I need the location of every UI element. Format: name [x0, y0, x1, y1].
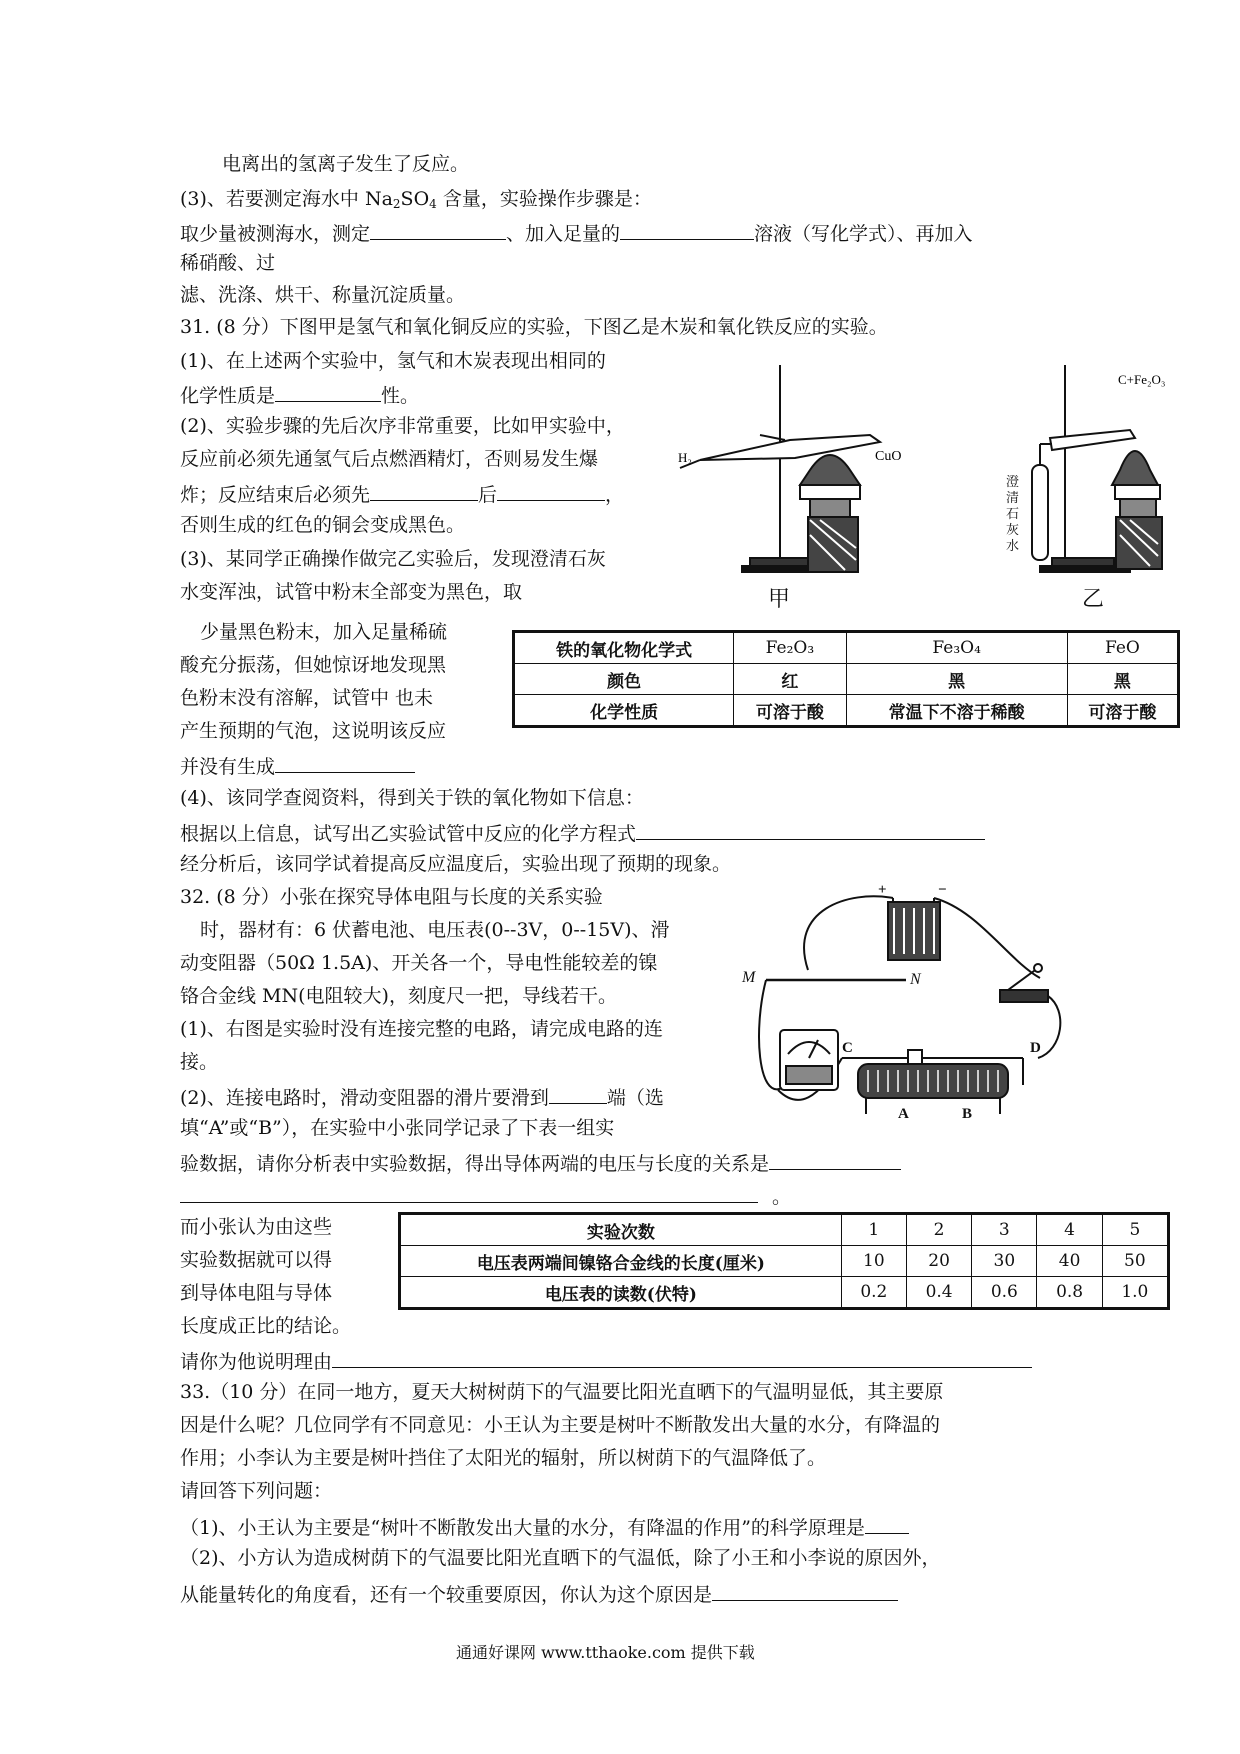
table-cell: 10 — [841, 1246, 906, 1277]
q32-d: 铬合金线 MN(电阻较大)，刻度尺一把，导线若干。 — [180, 985, 617, 1007]
answer-blank[interactable] — [865, 1513, 909, 1534]
q31-3a: (3)、某同学正确操作做完乙实验后，发现澄清石灰 — [180, 548, 606, 570]
table-cell: Fe₃O₄ — [846, 632, 1067, 664]
text: SO — [400, 188, 430, 210]
label-char: 澄 — [1006, 475, 1020, 490]
text: 从能量转化的角度看，还有一个较重要原因，你认为这个原因是 — [180, 1584, 713, 1606]
answer-blank[interactable] — [497, 480, 605, 501]
table-row — [400, 1277, 1169, 1309]
table-row — [514, 632, 1179, 664]
table-cell: Fe₂O₃ — [734, 632, 846, 664]
q32-a: 32. (8 分）小张在探究导体电阻与长度的关系实验 — [180, 886, 603, 908]
q31-4b — [180, 819, 985, 846]
text: (2)、连接电路时，滑动变阻器的滑片要滑到 — [180, 1087, 549, 1109]
table-cell: 1.0 — [1102, 1277, 1168, 1309]
table-row — [400, 1246, 1169, 1277]
table-cell: 20 — [906, 1246, 971, 1277]
table-cell: 2 — [906, 1214, 971, 1246]
q30-3-steps-3: 滤、洗涤、烘干、称量沉淀质量。 — [180, 284, 466, 306]
q31-3b: 水变浑浊，试管中粉末全部变为黑色，取 — [180, 581, 523, 603]
experiment-data-table — [398, 1212, 1170, 1310]
table-row — [400, 1214, 1169, 1246]
answer-blank[interactable] — [549, 1083, 607, 1104]
q32-3b: 实验数据就可以得 — [180, 1249, 333, 1271]
text: 请你为他说明理由 — [180, 1351, 333, 1373]
q31-title: 31. (8 分）下图甲是氢气和氧化铜反应的实验，下图乙是木炭和氧化铁反应的实验。 — [180, 316, 888, 338]
table-cell: 黑 — [846, 664, 1067, 695]
q33-2a: （2)、小方认为造成树荫下的气温要比阳光直晒下的气温低，除了小王和小李说的原因外， — [180, 1547, 941, 1569]
table-cell: 40 — [1037, 1246, 1102, 1277]
answer-blank[interactable] — [180, 1182, 758, 1203]
q32-3c: 到导体电阻与导体 — [180, 1282, 333, 1304]
answer-blank[interactable] — [370, 480, 478, 501]
q32-3d: 长度成正比的结论。 — [180, 1315, 352, 1337]
table-cell: 0.6 — [972, 1277, 1037, 1309]
text: 验数据，请你分析表中实验数据，得出导体两端的电压与长度的关系是 — [180, 1153, 770, 1175]
label-cuo: CuO — [875, 449, 902, 464]
text: 性。 — [381, 385, 420, 407]
label-b: B — [962, 1106, 973, 1122]
table-cell: 黑 — [1067, 664, 1178, 695]
q31-2a: (2)、实验步骤的先后次序非常重要，比如甲实验中， — [180, 415, 625, 437]
label-a: A — [898, 1106, 909, 1122]
subscript: 2 — [392, 197, 401, 211]
label-h2: H₂ — [678, 450, 692, 465]
q33-d: 请回答下列问题： — [180, 1480, 333, 1502]
table-cell: 电压表的读数(伏特) — [400, 1277, 842, 1309]
label-plus: + — [878, 882, 887, 898]
table-cell: 可溶于酸 — [734, 695, 846, 727]
q32-2a — [180, 1083, 664, 1110]
answer-blank[interactable] — [332, 1347, 1032, 1368]
table-cell: FeO — [1067, 632, 1178, 664]
q32-2d — [180, 1149, 901, 1176]
table-row — [514, 695, 1179, 727]
table-cell: 0.8 — [1037, 1277, 1102, 1309]
text: 化学性质是 — [180, 385, 276, 407]
q30-3-steps-2: 稀硝酸、过 — [180, 252, 276, 274]
text: 炸；反应结束后必须先 — [180, 484, 371, 506]
caption-jia: 甲 — [768, 587, 791, 612]
q31-4a: (4)、该同学查阅资料，得到关于铁的氧化物如下信息： — [180, 787, 644, 809]
table-cell: 铁的氧化物化学式 — [514, 632, 734, 664]
battery — [888, 898, 940, 960]
iron-oxide-table — [512, 630, 1180, 728]
q32-3e — [180, 1347, 1032, 1374]
q33-b: 因是什么呢？几位同学有不同意见：小王认为主要是树叶不断散发出大量的水分，有降温的 — [180, 1414, 941, 1436]
q33-a: 33.（10 分）在同一地方，夏天大树树荫下的气温要比阳光直晒下的气温明显低，其主要原 — [180, 1381, 944, 1403]
q31-3g — [180, 752, 415, 779]
table-cell: 0.2 — [841, 1277, 906, 1309]
q30-3-steps — [180, 219, 973, 246]
label-c: C — [842, 1040, 853, 1056]
q33-c: 作用；小李认为主要是树叶挡住了太阳光的辐射，所以树荫下的气温降低了。 — [180, 1447, 827, 1469]
q32-1a: (1)、右图是实验时没有连接完整的电路，请完成电路的连 — [180, 1018, 663, 1040]
q33-2b — [180, 1580, 898, 1607]
q32-c: 动变阻器（50Ω 1.5A)、开关各一个，导电性能较差的镍 — [180, 952, 658, 974]
text: 、加入足量的 — [506, 223, 621, 245]
text: 后 — [478, 484, 498, 506]
text: (3)、若要测定海水中 Na — [180, 188, 393, 210]
q31-2c — [180, 480, 624, 507]
q32-2c: 填“A”或“B”），在实验中小张同学记录了下表一组实 — [180, 1117, 615, 1139]
table-cell: 常温下不溶于稀酸 — [846, 695, 1067, 727]
text: 根据以上信息，试写出乙实验试管中反应的化学方程式 — [180, 823, 637, 845]
line-ionization: 电离出的氢离子发生了反应。 — [222, 153, 470, 175]
answer-blank[interactable] — [769, 1149, 901, 1170]
apparatus-yi — [1032, 365, 1162, 572]
q31-1a: (1)、在上述两个实验中，氢气和木炭表现出相同的 — [180, 350, 606, 372]
q31-2b: 反应前必须先通氢气后点燃酒精灯，否则易发生爆 — [180, 448, 599, 470]
apparatus-jia — [680, 365, 880, 572]
text: 取少量被测海水，测定 — [180, 223, 371, 245]
text: 含量，实验操作步骤是： — [436, 188, 652, 210]
q30-3-line — [180, 187, 652, 211]
q31-3d: 酸充分振荡，但她惊讶地发现黑 — [180, 654, 447, 676]
q32-1b: 接。 — [180, 1051, 219, 1073]
label-minus: − — [938, 882, 947, 898]
rheostat — [842, 1050, 1023, 1114]
table-cell: 红 — [734, 664, 846, 695]
q31-3e: 色粉末没有溶解，试管中 也未 — [180, 687, 434, 709]
caption-yi: 乙 — [1082, 587, 1105, 612]
q33-1 — [180, 1513, 909, 1540]
table-cell: 4 — [1037, 1214, 1102, 1246]
text: 并没有生成 — [180, 756, 276, 778]
q31-4c: 经分析后，该同学试着提高反应温度后，实验出现了预期的现象。 — [180, 853, 732, 875]
table-cell: 颜色 — [514, 664, 734, 695]
answer-blank[interactable] — [712, 1580, 898, 1601]
label-char: 灰 — [1006, 523, 1020, 538]
answer-blank[interactable] — [620, 219, 754, 240]
label-char: 石 — [1006, 507, 1020, 522]
switch — [1000, 964, 1048, 1002]
q31-apparatus-figure — [680, 360, 1200, 620]
text: ， — [605, 484, 625, 506]
label-char: 清 — [1006, 491, 1020, 506]
q32-3a: 而小张认为由这些 — [180, 1216, 333, 1238]
table-cell: 30 — [972, 1246, 1037, 1277]
table-cell: 电压表两端间镍铬合金线的长度(厘米) — [400, 1246, 842, 1277]
table-cell: 5 — [1102, 1214, 1168, 1246]
text: 。 — [772, 1186, 792, 1208]
answer-blank[interactable] — [275, 381, 381, 402]
table-cell: 可溶于酸 — [1067, 695, 1178, 727]
q31-1b — [180, 381, 419, 408]
table-cell: 0.4 — [906, 1277, 971, 1309]
answer-blank[interactable] — [275, 752, 415, 773]
table-cell: 实验次数 — [400, 1214, 842, 1246]
q32-b: 时，器材有：6 伏蓄电池、电压表(0--3V，0--15V)、滑 — [200, 919, 670, 941]
subscript: 4 — [429, 197, 437, 211]
table-row — [514, 664, 1179, 695]
text: （1)、小王认为主要是“树叶不断散发出大量的水分，有降温的作用”的科学原理是 — [180, 1517, 865, 1539]
answer-blank[interactable] — [370, 219, 506, 240]
voltmeter — [780, 1030, 838, 1090]
label-c-fe2o3: C+Fe₂O₃ — [1118, 372, 1166, 387]
q31-3f: 产生预期的气泡，这说明该反应 — [180, 720, 447, 742]
text: 端（选 — [606, 1087, 664, 1109]
q31-3c: 少量黑色粉末，加入足量稀硫 — [200, 621, 448, 643]
label-n: N — [910, 971, 921, 988]
label-m: M — [742, 969, 756, 986]
table-cell: 化学性质 — [514, 695, 734, 727]
table-cell: 3 — [972, 1214, 1037, 1246]
q31-2f: 否则生成的红色的铜会变成黑色。 — [180, 514, 466, 536]
label-limewater — [1006, 475, 1019, 554]
q32-circuit-figure — [738, 880, 1078, 1130]
label-d: D — [1030, 1040, 1041, 1056]
table-cell: 50 — [1102, 1246, 1168, 1277]
table-cell: 1 — [841, 1214, 906, 1246]
answer-blank[interactable] — [636, 819, 985, 840]
label-char: 水 — [1006, 539, 1020, 554]
page-footer: 通通好课网 www.tthaoke.com 提供下载 — [456, 1643, 755, 1662]
text: 溶液（写化学式）、再加入 — [754, 223, 973, 245]
q32-2e — [180, 1182, 791, 1209]
